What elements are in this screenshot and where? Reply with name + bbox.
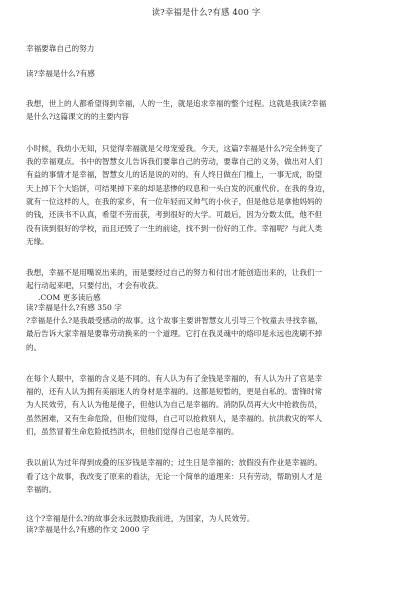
paragraph-line: 在每个人眼中，幸福的含义是不同的。有人认为有了金钱是幸福的，有人认为升了官是幸 — [26, 373, 323, 383]
paragraph-line: 虽然困难，又有生命危险，但他们觉得，自己可以抢救别人，是幸福的。抗洪救灾的军人 — [26, 413, 323, 423]
paragraph-line: 是什么?这篇课文的的主要内容 — [26, 112, 129, 122]
paragraph-line: 小时候，我幼小无知，只觉得幸福就是父母宠爱我。今天，这篇?幸福是什么?完全转变了 — [26, 143, 323, 153]
paragraph-line: 天上掉下个大馅饼，可结果掉下来的却是悲惨的叹息和一头白发的沉重代价。在我的身边， — [26, 183, 330, 193]
more-reviews-link[interactable]: .COM 更多读后感 — [38, 292, 101, 302]
paragraph-line: 们，虽然冒着生命危险抵挡洪水，但他们觉得自己也是幸福的。 — [26, 427, 239, 437]
paragraph-line: 我以前认为过年得到成叠的压岁钱是幸福的；过生日是幸福的；放假没有作业是幸福的。 — [26, 458, 323, 468]
paragraph-childhood — [26, 142, 386, 248]
paragraph-line: 我想，世上的人都希望得到幸福，人的一生，就是追求幸福的整个过程。这就是我读?幸福 — [26, 99, 327, 109]
paragraph-line: 无缘。 — [26, 236, 49, 246]
section-heading-reading: 读?幸福是什么?有感 — [26, 68, 95, 78]
paragraph-line: 我的幸福观点。书中的智慧女儿告诉我们要靠自己的劳动，要靠自己的义务，做出对人们 — [26, 157, 323, 167]
paragraph-line: 最后告诉大家幸福是要靠劳动换来的一个道理。它打在我灵魂中的烙印是永远也洗刷不掉 — [26, 329, 323, 339]
paragraph-line: 看了这个故事，我改变了原来的看法，无论一个简单的道理来：只有劳动，帮助别人才是 — [26, 471, 323, 481]
section-heading-effort: 幸福要靠自己的努力 — [26, 44, 95, 53]
paragraph-meaning — [26, 372, 386, 438]
section-heading-2000: 读?幸福是什么?有感的作文 2000 字 — [26, 524, 150, 534]
document-title: 读?幸福是什么?有感 400 字 — [151, 7, 261, 17]
paragraph-line: 幸福的。 — [26, 484, 57, 494]
paragraph-line: 福的，还有人认为拥有美丽迷人的身材是幸福的。这都是短暂的，更是自私的。雷锋时常 — [26, 387, 323, 397]
paragraph-line: 起行动起来吧，只要付出，才会有收获。 — [26, 281, 163, 291]
paragraph-line: ?幸福是什么?是我最受感动的故事。这个故事主要讲智慧女儿引导三个牧童去寻找幸福， — [26, 315, 323, 325]
paragraph-line: 的。 — [26, 342, 42, 352]
paragraph-intro — [26, 97, 386, 124]
paragraph-line: 我想，幸福不是用嘴说出来的，而是要经过自己的努力和付出才能创造出来的，让我们一 — [26, 268, 323, 278]
paragraph-line: 就有一位这样的人，在我的家乡，有一位年轻而又帅气的小伙子，但是他总是拿他妈妈的 — [26, 196, 323, 206]
paragraph-line: 有益的事情才是幸福，智慧女儿的话是说的对的。有人终日做在门槛上，一事无成，盼望 — [26, 170, 323, 180]
paragraph-line: 的钱，还读书不认真，希望不劳而获，考到很好的大学。可最后，因为分数太低，他不但 — [26, 210, 323, 220]
paragraph-line: 为人民效劳，有人认为他是傻子，但他认为自己是幸福的。消防队员再大火中抢救伤员， — [26, 400, 323, 410]
paragraph-conclusion — [26, 266, 386, 293]
paragraph-story — [26, 314, 386, 354]
section-heading-350: 读?幸福是什么?有感 350 字 — [26, 303, 122, 313]
paragraph-encourage: 这个?幸福是什么?的故事会永远鼓励我前进，为国家，为人民效劳。 — [26, 514, 255, 524]
paragraph-change — [26, 456, 386, 496]
paragraph-line: 没有读到很好的学校，而且还毁了一生的前途，找不到一份好的工作。幸福呢？与此人类 — [26, 223, 323, 233]
